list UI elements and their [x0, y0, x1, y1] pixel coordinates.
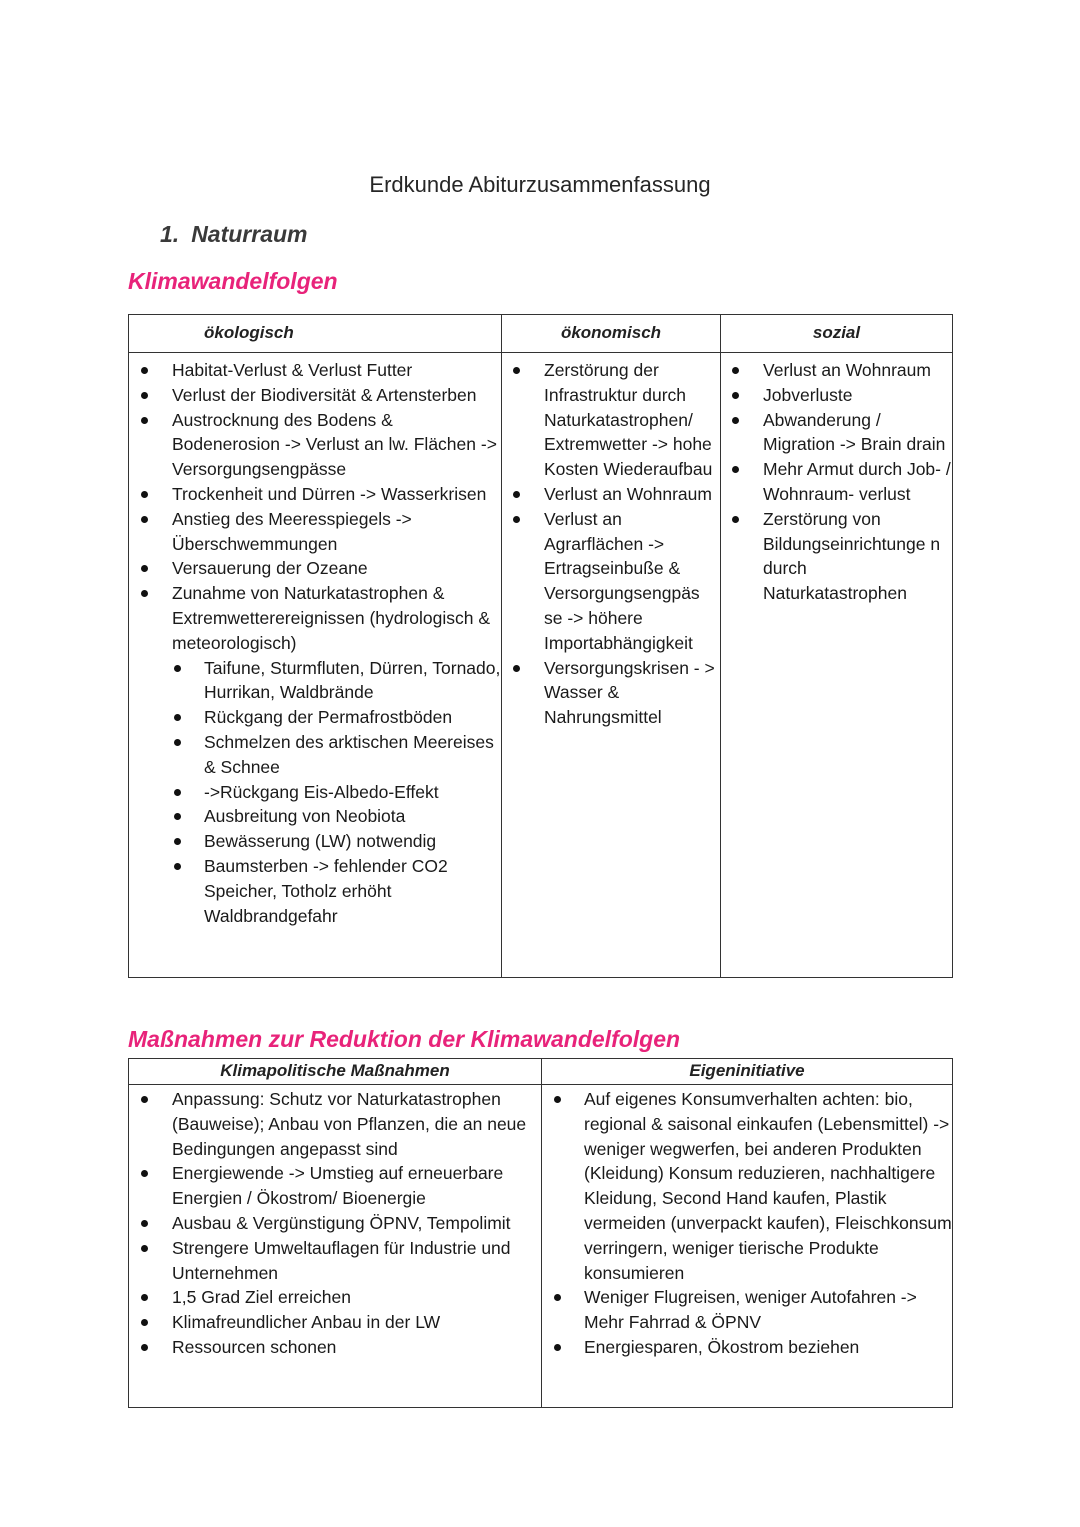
- list-item: Strengere Umweltauflagen für Industrie und Unternehmen: [129, 1236, 541, 1286]
- list-item: Zerstörung der Infrastruktur durch Naturkatastrophen/ Extremwetter -> hohe Kosten Wiederaufbau: [502, 358, 720, 482]
- klimawandelfolgen-heading: Klimawandelfolgen: [128, 268, 338, 294]
- list-item: Versauerung der Ozeane: [129, 556, 501, 581]
- column-header-sozial: sozial: [721, 315, 953, 353]
- list-item: Schmelzen des arktischen Meereises & Schnee: [129, 730, 501, 780]
- list-item: Verlust der Biodiversität & Artensterben: [129, 383, 501, 408]
- list-item: Ausbreitung von Neobiota: [129, 804, 501, 829]
- list-item: Bewässerung (LW) notwendig: [129, 829, 501, 854]
- oekologisch-sublist: [129, 656, 501, 929]
- list-item: Zunahme von Naturkatastrophen & Extremwetterereignissen (hydrologisch & meteorologisch): [129, 581, 501, 655]
- list-item: Klimafreundlicher Anbau in der LW: [129, 1310, 541, 1335]
- oekologisch-list: [129, 353, 501, 656]
- list-item: 1,5 Grad Ziel erreichen: [129, 1285, 541, 1310]
- list-item: Versorgungskrisen - > Wasser & Nahrungsmittel: [502, 656, 720, 730]
- list-item: Ausbau & Vergünstigung ÖPNV, Tempolimit: [129, 1211, 541, 1236]
- klimapolitisch-cell: [129, 1085, 542, 1408]
- column-header-oekologisch: ökologisch: [129, 315, 502, 353]
- oekonomisch-list: [502, 353, 720, 730]
- eigeninitiative-cell: [542, 1085, 953, 1408]
- list-item: Anstieg des Meeresspiegels -> Überschwemmungen: [129, 507, 501, 557]
- list-item: Rückgang der Permafrostböden: [129, 705, 501, 730]
- list-item: Zerstörung von Bildungseinrichtunge n durch Naturkatastrophen: [721, 507, 952, 606]
- list-item: Mehr Armut durch Job- / Wohnraum- verlust: [721, 457, 952, 507]
- list-item: Weniger Flugreisen, weniger Autofahren -> Mehr Fahrrad & ÖPNV: [542, 1285, 952, 1335]
- list-item: Ressourcen schonen: [129, 1335, 541, 1360]
- klimapolitisch-list: [129, 1085, 541, 1360]
- section-title: Naturraum: [191, 221, 308, 247]
- section-number: 1.: [160, 221, 180, 247]
- list-item: Anpassung: Schutz vor Naturkatastrophen (Bauweise); Anbau von Pflanzen, die an neue Bedingungen angepasst sind: [129, 1087, 541, 1161]
- document-title: Erdkunde Abiturzusammenfassung: [369, 172, 711, 197]
- oekonomisch-cell: [502, 353, 721, 978]
- list-item: Verlust an Wohnraum: [721, 358, 952, 383]
- sozial-cell: [721, 353, 953, 978]
- list-item: Energiewende -> Umstieg auf erneuerbare Energien / Ökostrom/ Bioenergie: [129, 1161, 541, 1211]
- list-item: Verlust an Wohnraum: [502, 482, 720, 507]
- column-header-eigeninitiative: Eigeninitiative: [542, 1059, 953, 1085]
- column-header-klimapolitisch: Klimapolitische Maßnahmen: [129, 1059, 542, 1085]
- list-item: Baumsterben -> fehlender CO2 Speicher, Totholz erhöht Waldbrandgefahr: [129, 854, 501, 928]
- section-heading: [160, 221, 308, 248]
- eigeninitiative-list: [542, 1085, 952, 1360]
- klimawandelfolgen-table: [128, 314, 953, 978]
- list-item: Jobverluste: [721, 383, 952, 408]
- massnahmen-heading: Maßnahmen zur Reduktion der Klimawandelfolgen: [128, 1026, 681, 1052]
- list-item: Taifune, Sturmfluten, Dürren, Tornado, Hurrikan, Waldbrände: [129, 656, 501, 706]
- list-item: Verlust an Agrarflächen -> Ertragseinbuße & Versorgungsengpäs se -> höhere Importabhängigkeit: [502, 507, 720, 656]
- column-header-oekonomisch: ökonomisch: [502, 315, 721, 353]
- list-item: Habitat-Verlust & Verlust Futter: [129, 358, 501, 383]
- list-item: Auf eigenes Konsumverhalten achten: bio, regional & saisonal einkaufen (Lebensmittel) -> weniger wegwerfen, bei anderen Produkten (Kleidung) Konsum reduzieren, nachhaltigere Kleidung, Second Hand kaufen, Plastik vermeiden (unverpackt kaufen), Fleischkonsum verringern, weniger tierische Produkte konsumieren: [542, 1087, 952, 1285]
- sozial-list: [721, 353, 952, 606]
- list-item: Austrocknung des Bodens & Bodenerosion -> Verlust an lw. Flächen -> Versorgungsengpässe: [129, 408, 501, 482]
- list-item: Energiesparen, Ökostrom beziehen: [542, 1335, 952, 1360]
- massnahmen-table: [128, 1058, 953, 1408]
- list-item: ->Rückgang Eis-Albedo-Effekt: [129, 780, 501, 805]
- list-item: Abwanderung / Migration -> Brain drain: [721, 408, 952, 458]
- oekologisch-cell: [129, 353, 502, 978]
- list-item: Trockenheit und Dürren -> Wasserkrisen: [129, 482, 501, 507]
